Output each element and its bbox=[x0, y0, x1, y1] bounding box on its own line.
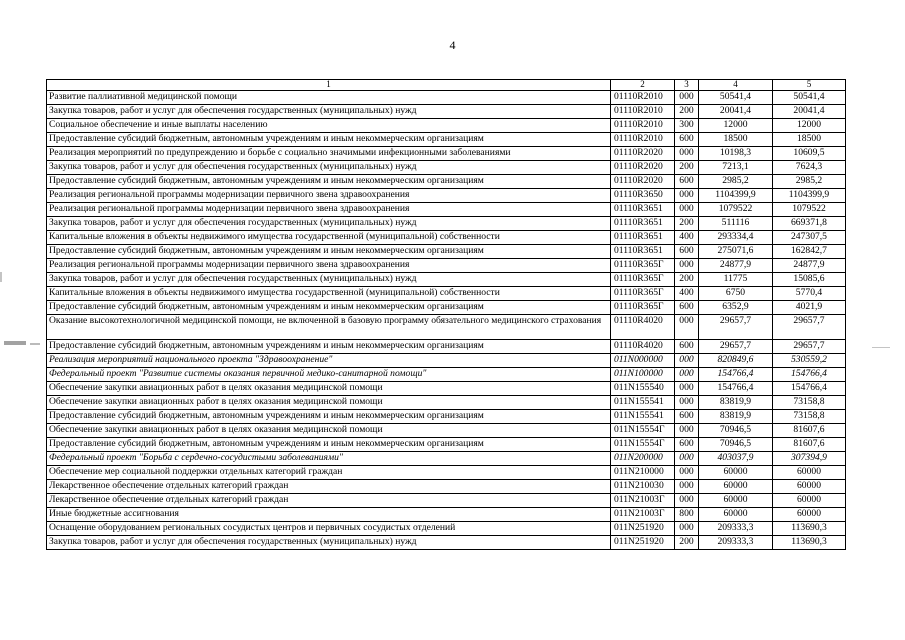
row-value-year1: 1079522 bbox=[699, 203, 773, 217]
row-code: 01110R2010 bbox=[611, 119, 675, 133]
row-code: 01110R2010 bbox=[611, 133, 675, 147]
row-name: Предоставление субсидий бюджетным, автономным учреждениям и иным некоммерческим организациям bbox=[47, 340, 611, 354]
row-value-year2: 113690,3 bbox=[773, 522, 846, 536]
row-name: Обеспечение закупки авиационных работ в целях оказания медицинской помощи bbox=[47, 382, 611, 396]
row-expense-type: 000 bbox=[675, 382, 699, 396]
row-code: 011N251920 bbox=[611, 536, 675, 550]
row-name: Лекарственное обеспечение отдельных категорий граждан bbox=[47, 494, 611, 508]
column-header: 3 bbox=[675, 80, 699, 91]
row-name: Предоставление субсидий бюджетным, автономным учреждениям и иным некоммерческим организациям bbox=[47, 438, 611, 452]
row-value-year1: 293334,4 bbox=[699, 231, 773, 245]
row-value-year2: 73158,8 bbox=[773, 410, 846, 424]
row-value-year1: 60000 bbox=[699, 480, 773, 494]
table-row bbox=[47, 301, 846, 315]
scan-artifact bbox=[872, 347, 890, 348]
row-expense-type: 000 bbox=[675, 91, 699, 105]
column-header: 4 bbox=[699, 80, 773, 91]
scan-artifact bbox=[4, 341, 26, 345]
row-code: 01110R365Г bbox=[611, 287, 675, 301]
table-row bbox=[47, 424, 846, 438]
row-code: 01110R3651 bbox=[611, 231, 675, 245]
row-value-year2: 81607,6 bbox=[773, 438, 846, 452]
row-name: Обеспечение мер социальной поддержки отдельных категорий граждан bbox=[47, 466, 611, 480]
row-value-year1: 11775 bbox=[699, 273, 773, 287]
row-code: 01110R365Г bbox=[611, 301, 675, 315]
row-value-year2: 73158,8 bbox=[773, 396, 846, 410]
column-header: 1 bbox=[47, 80, 611, 91]
column-header: 5 bbox=[773, 80, 846, 91]
table-row bbox=[47, 452, 846, 466]
row-value-year2: 24877,9 bbox=[773, 259, 846, 273]
table-row bbox=[47, 480, 846, 494]
row-value-year1: 275071,6 bbox=[699, 245, 773, 259]
table-row bbox=[47, 438, 846, 452]
row-name: Предоставление субсидий бюджетным, автономным учреждениям и иным некоммерческим организациям bbox=[47, 245, 611, 259]
scan-artifact bbox=[30, 343, 40, 345]
row-code: 01110R365Г bbox=[611, 273, 675, 287]
row-code: 011N251920 bbox=[611, 522, 675, 536]
row-name: Капитальные вложения в объекты недвижимого имущества государственной (муниципальной) собственности bbox=[47, 231, 611, 245]
row-expense-type: 200 bbox=[675, 161, 699, 175]
row-value-year1: 2985,2 bbox=[699, 175, 773, 189]
row-code: 01110R2010 bbox=[611, 105, 675, 119]
row-expense-type: 000 bbox=[675, 466, 699, 480]
scan-artifact bbox=[0, 272, 2, 282]
row-value-year2: 530559,2 bbox=[773, 354, 846, 368]
row-value-year2: 5770,4 bbox=[773, 287, 846, 301]
row-name: Реализация мероприятий по предупреждению и борьбе с социально значимыми инфекционными заболеваниями bbox=[47, 147, 611, 161]
row-value-year2: 10609,5 bbox=[773, 147, 846, 161]
row-name: Оснащение оборудованием региональных сосудистых центров и первичных сосудистых отделений bbox=[47, 522, 611, 536]
row-expense-type: 000 bbox=[675, 354, 699, 368]
table-row bbox=[47, 217, 846, 231]
row-expense-type: 000 bbox=[675, 522, 699, 536]
row-code: 011N21003Г bbox=[611, 494, 675, 508]
row-value-year1: 511116 bbox=[699, 217, 773, 231]
table-row bbox=[47, 273, 846, 287]
row-value-year1: 50541,4 bbox=[699, 91, 773, 105]
row-expense-type: 400 bbox=[675, 231, 699, 245]
row-value-year1: 20041,4 bbox=[699, 105, 773, 119]
table-row bbox=[47, 259, 846, 273]
row-expense-type: 300 bbox=[675, 119, 699, 133]
row-code: 01110R3651 bbox=[611, 203, 675, 217]
row-name: Предоставление субсидий бюджетным, автономным учреждениям и иным некоммерческим организациям bbox=[47, 410, 611, 424]
row-value-year2: 20041,4 bbox=[773, 105, 846, 119]
row-name: Обеспечение закупки авиационных работ в целях оказания медицинской помощи bbox=[47, 424, 611, 438]
row-code: 011N210030 bbox=[611, 480, 675, 494]
table-row bbox=[47, 203, 846, 217]
row-name: Капитальные вложения в объекты недвижимого имущества государственной (муниципальной) собственности bbox=[47, 287, 611, 301]
row-value-year1: 6352,9 bbox=[699, 301, 773, 315]
row-value-year1: 83819,9 bbox=[699, 396, 773, 410]
row-expense-type: 600 bbox=[675, 301, 699, 315]
table-row bbox=[47, 396, 846, 410]
row-expense-type: 200 bbox=[675, 273, 699, 287]
row-expense-type: 600 bbox=[675, 410, 699, 424]
row-value-year2: 2985,2 bbox=[773, 175, 846, 189]
row-value-year2: 50541,4 bbox=[773, 91, 846, 105]
row-expense-type: 000 bbox=[675, 315, 699, 340]
table-row bbox=[47, 119, 846, 133]
row-name: Реализация мероприятий национального проекта "Здравоохранение" bbox=[47, 354, 611, 368]
row-expense-type: 000 bbox=[675, 368, 699, 382]
row-value-year1: 154766,4 bbox=[699, 368, 773, 382]
row-value-year2: 12000 bbox=[773, 119, 846, 133]
row-expense-type: 000 bbox=[675, 203, 699, 217]
table-row bbox=[47, 382, 846, 396]
row-value-year1: 29657,7 bbox=[699, 315, 773, 340]
table-row bbox=[47, 508, 846, 522]
row-name: Социальное обеспечение и иные выплаты населению bbox=[47, 119, 611, 133]
row-value-year1: 24877,9 bbox=[699, 259, 773, 273]
table-row bbox=[47, 494, 846, 508]
table-row bbox=[47, 466, 846, 480]
row-expense-type: 000 bbox=[675, 396, 699, 410]
row-expense-type: 600 bbox=[675, 175, 699, 189]
row-code: 01110R4020 bbox=[611, 315, 675, 340]
row-value-year2: 60000 bbox=[773, 466, 846, 480]
page-number: 4 bbox=[449, 38, 456, 52]
row-code: 01110R2020 bbox=[611, 147, 675, 161]
row-value-year1: 1104399,9 bbox=[699, 189, 773, 203]
row-value-year2: 1104399,9 bbox=[773, 189, 846, 203]
row-value-year2: 247307,5 bbox=[773, 231, 846, 245]
row-value-year1: 12000 bbox=[699, 119, 773, 133]
row-value-year1: 403037,9 bbox=[699, 452, 773, 466]
row-code: 01110R3651 bbox=[611, 245, 675, 259]
row-name: Закупка товаров, работ и услуг для обеспечения государственных (муниципальных) нужд bbox=[47, 536, 611, 550]
row-code: 011N21003Г bbox=[611, 508, 675, 522]
row-value-year2: 29657,7 bbox=[773, 315, 846, 340]
table-row bbox=[47, 91, 846, 105]
row-expense-type: 000 bbox=[675, 259, 699, 273]
table-row bbox=[47, 536, 846, 550]
table-row bbox=[47, 231, 846, 245]
table-row bbox=[47, 410, 846, 424]
row-name: Закупка товаров, работ и услуг для обеспечения государственных (муниципальных) нужд bbox=[47, 217, 611, 231]
row-code: 011N155540 bbox=[611, 382, 675, 396]
row-value-year2: 154766,4 bbox=[773, 382, 846, 396]
row-expense-type: 600 bbox=[675, 340, 699, 354]
row-name: Лекарственное обеспечение отдельных категорий граждан bbox=[47, 480, 611, 494]
row-code: 01110R3650 bbox=[611, 189, 675, 203]
row-expense-type: 400 bbox=[675, 287, 699, 301]
table-row bbox=[47, 287, 846, 301]
row-value-year2: 18500 bbox=[773, 133, 846, 147]
row-name: Закупка товаров, работ и услуг для обеспечения государственных (муниципальных) нужд bbox=[47, 273, 611, 287]
row-expense-type: 000 bbox=[675, 147, 699, 161]
table-row bbox=[47, 368, 846, 382]
table-row bbox=[47, 161, 846, 175]
row-name: Обеспечение закупки авиационных работ в целях оказания медицинской помощи bbox=[47, 396, 611, 410]
row-value-year2: 15085,6 bbox=[773, 273, 846, 287]
row-value-year2: 60000 bbox=[773, 494, 846, 508]
row-value-year1: 820849,6 bbox=[699, 354, 773, 368]
table-row bbox=[47, 147, 846, 161]
row-value-year1: 83819,9 bbox=[699, 410, 773, 424]
row-name: Реализация региональной программы модернизации первичного звена здравоохранения bbox=[47, 189, 611, 203]
row-value-year2: 29657,7 bbox=[773, 340, 846, 354]
row-code: 01110R2020 bbox=[611, 161, 675, 175]
row-value-year2: 81607,6 bbox=[773, 424, 846, 438]
budget-table bbox=[46, 79, 846, 550]
table-row bbox=[47, 245, 846, 259]
row-value-year1: 70946,5 bbox=[699, 424, 773, 438]
row-value-year2: 154766,4 bbox=[773, 368, 846, 382]
row-expense-type: 200 bbox=[675, 217, 699, 231]
row-expense-type: 000 bbox=[675, 452, 699, 466]
row-expense-type: 000 bbox=[675, 480, 699, 494]
row-code: 01110R365Г bbox=[611, 259, 675, 273]
row-value-year1: 60000 bbox=[699, 466, 773, 480]
row-code: 011N15554Г bbox=[611, 424, 675, 438]
row-code: 01110R4020 bbox=[611, 340, 675, 354]
row-expense-type: 200 bbox=[675, 536, 699, 550]
row-expense-type: 000 bbox=[675, 494, 699, 508]
row-value-year2: 1079522 bbox=[773, 203, 846, 217]
row-value-year1: 209333,3 bbox=[699, 522, 773, 536]
row-value-year1: 60000 bbox=[699, 494, 773, 508]
row-code: 011N155541 bbox=[611, 410, 675, 424]
row-value-year1: 209333,3 bbox=[699, 536, 773, 550]
table-row bbox=[47, 522, 846, 536]
row-value-year2: 162842,7 bbox=[773, 245, 846, 259]
row-value-year1: 70946,5 bbox=[699, 438, 773, 452]
row-expense-type: 600 bbox=[675, 133, 699, 147]
table-row bbox=[47, 133, 846, 147]
table-row bbox=[47, 354, 846, 368]
row-code: 01110R2020 bbox=[611, 175, 675, 189]
row-expense-type: 000 bbox=[675, 424, 699, 438]
row-name: Федеральный проект "Развитие системы оказания первичной медико-санитарной помощи" bbox=[47, 368, 611, 382]
table-row bbox=[47, 340, 846, 354]
row-name: Предоставление субсидий бюджетным, автономным учреждениям и иным некоммерческим организациям bbox=[47, 175, 611, 189]
row-code: 011N15554Г bbox=[611, 438, 675, 452]
row-value-year2: 60000 bbox=[773, 480, 846, 494]
table-row bbox=[47, 315, 846, 340]
table-header-row bbox=[47, 80, 846, 91]
row-name: Реализация региональной программы модернизации первичного звена здравоохранения bbox=[47, 259, 611, 273]
table-row bbox=[47, 105, 846, 119]
row-name: Закупка товаров, работ и услуг для обеспечения государственных (муниципальных) нужд bbox=[47, 105, 611, 119]
table-row bbox=[47, 175, 846, 189]
row-name: Развитие паллиативной медицинской помощи bbox=[47, 91, 611, 105]
row-value-year1: 18500 bbox=[699, 133, 773, 147]
row-code: 011N100000 bbox=[611, 368, 675, 382]
row-value-year2: 60000 bbox=[773, 508, 846, 522]
row-name: Оказание высокотехнологичной медицинской помощи, не включенной в базовую программу обязательного медицинского страхования bbox=[47, 315, 611, 340]
row-value-year1: 154766,4 bbox=[699, 382, 773, 396]
column-header: 2 bbox=[611, 80, 675, 91]
row-expense-type: 600 bbox=[675, 245, 699, 259]
row-expense-type: 200 bbox=[675, 105, 699, 119]
row-value-year1: 60000 bbox=[699, 508, 773, 522]
row-name: Предоставление субсидий бюджетным, автономным учреждениям и иным некоммерческим организациям bbox=[47, 301, 611, 315]
row-expense-type: 600 bbox=[675, 438, 699, 452]
row-name: Предоставление субсидий бюджетным, автономным учреждениям и иным некоммерческим организациям bbox=[47, 133, 611, 147]
row-value-year2: 307394,9 bbox=[773, 452, 846, 466]
row-name: Закупка товаров, работ и услуг для обеспечения государственных (муниципальных) нужд bbox=[47, 161, 611, 175]
row-value-year1: 10198,3 bbox=[699, 147, 773, 161]
row-value-year2: 669371,8 bbox=[773, 217, 846, 231]
row-expense-type: 000 bbox=[675, 189, 699, 203]
row-value-year2: 7624,3 bbox=[773, 161, 846, 175]
row-value-year1: 7213,1 bbox=[699, 161, 773, 175]
row-value-year2: 4021,9 bbox=[773, 301, 846, 315]
row-code: 01110R2010 bbox=[611, 91, 675, 105]
row-name: Реализация региональной программы модернизации первичного звена здравоохранения bbox=[47, 203, 611, 217]
row-code: 011N000000 bbox=[611, 354, 675, 368]
row-name: Иные бюджетные ассигнования bbox=[47, 508, 611, 522]
table-row bbox=[47, 189, 846, 203]
row-value-year2: 113690,3 bbox=[773, 536, 846, 550]
row-code: 011N210000 bbox=[611, 466, 675, 480]
row-name: Федеральный проект "Борьба с сердечно-сосудистыми заболеваниями" bbox=[47, 452, 611, 466]
row-value-year1: 6750 bbox=[699, 287, 773, 301]
row-expense-type: 800 bbox=[675, 508, 699, 522]
row-code: 011N155541 bbox=[611, 396, 675, 410]
row-code: 01110R3651 bbox=[611, 217, 675, 231]
row-code: 011N200000 bbox=[611, 452, 675, 466]
row-value-year1: 29657,7 bbox=[699, 340, 773, 354]
